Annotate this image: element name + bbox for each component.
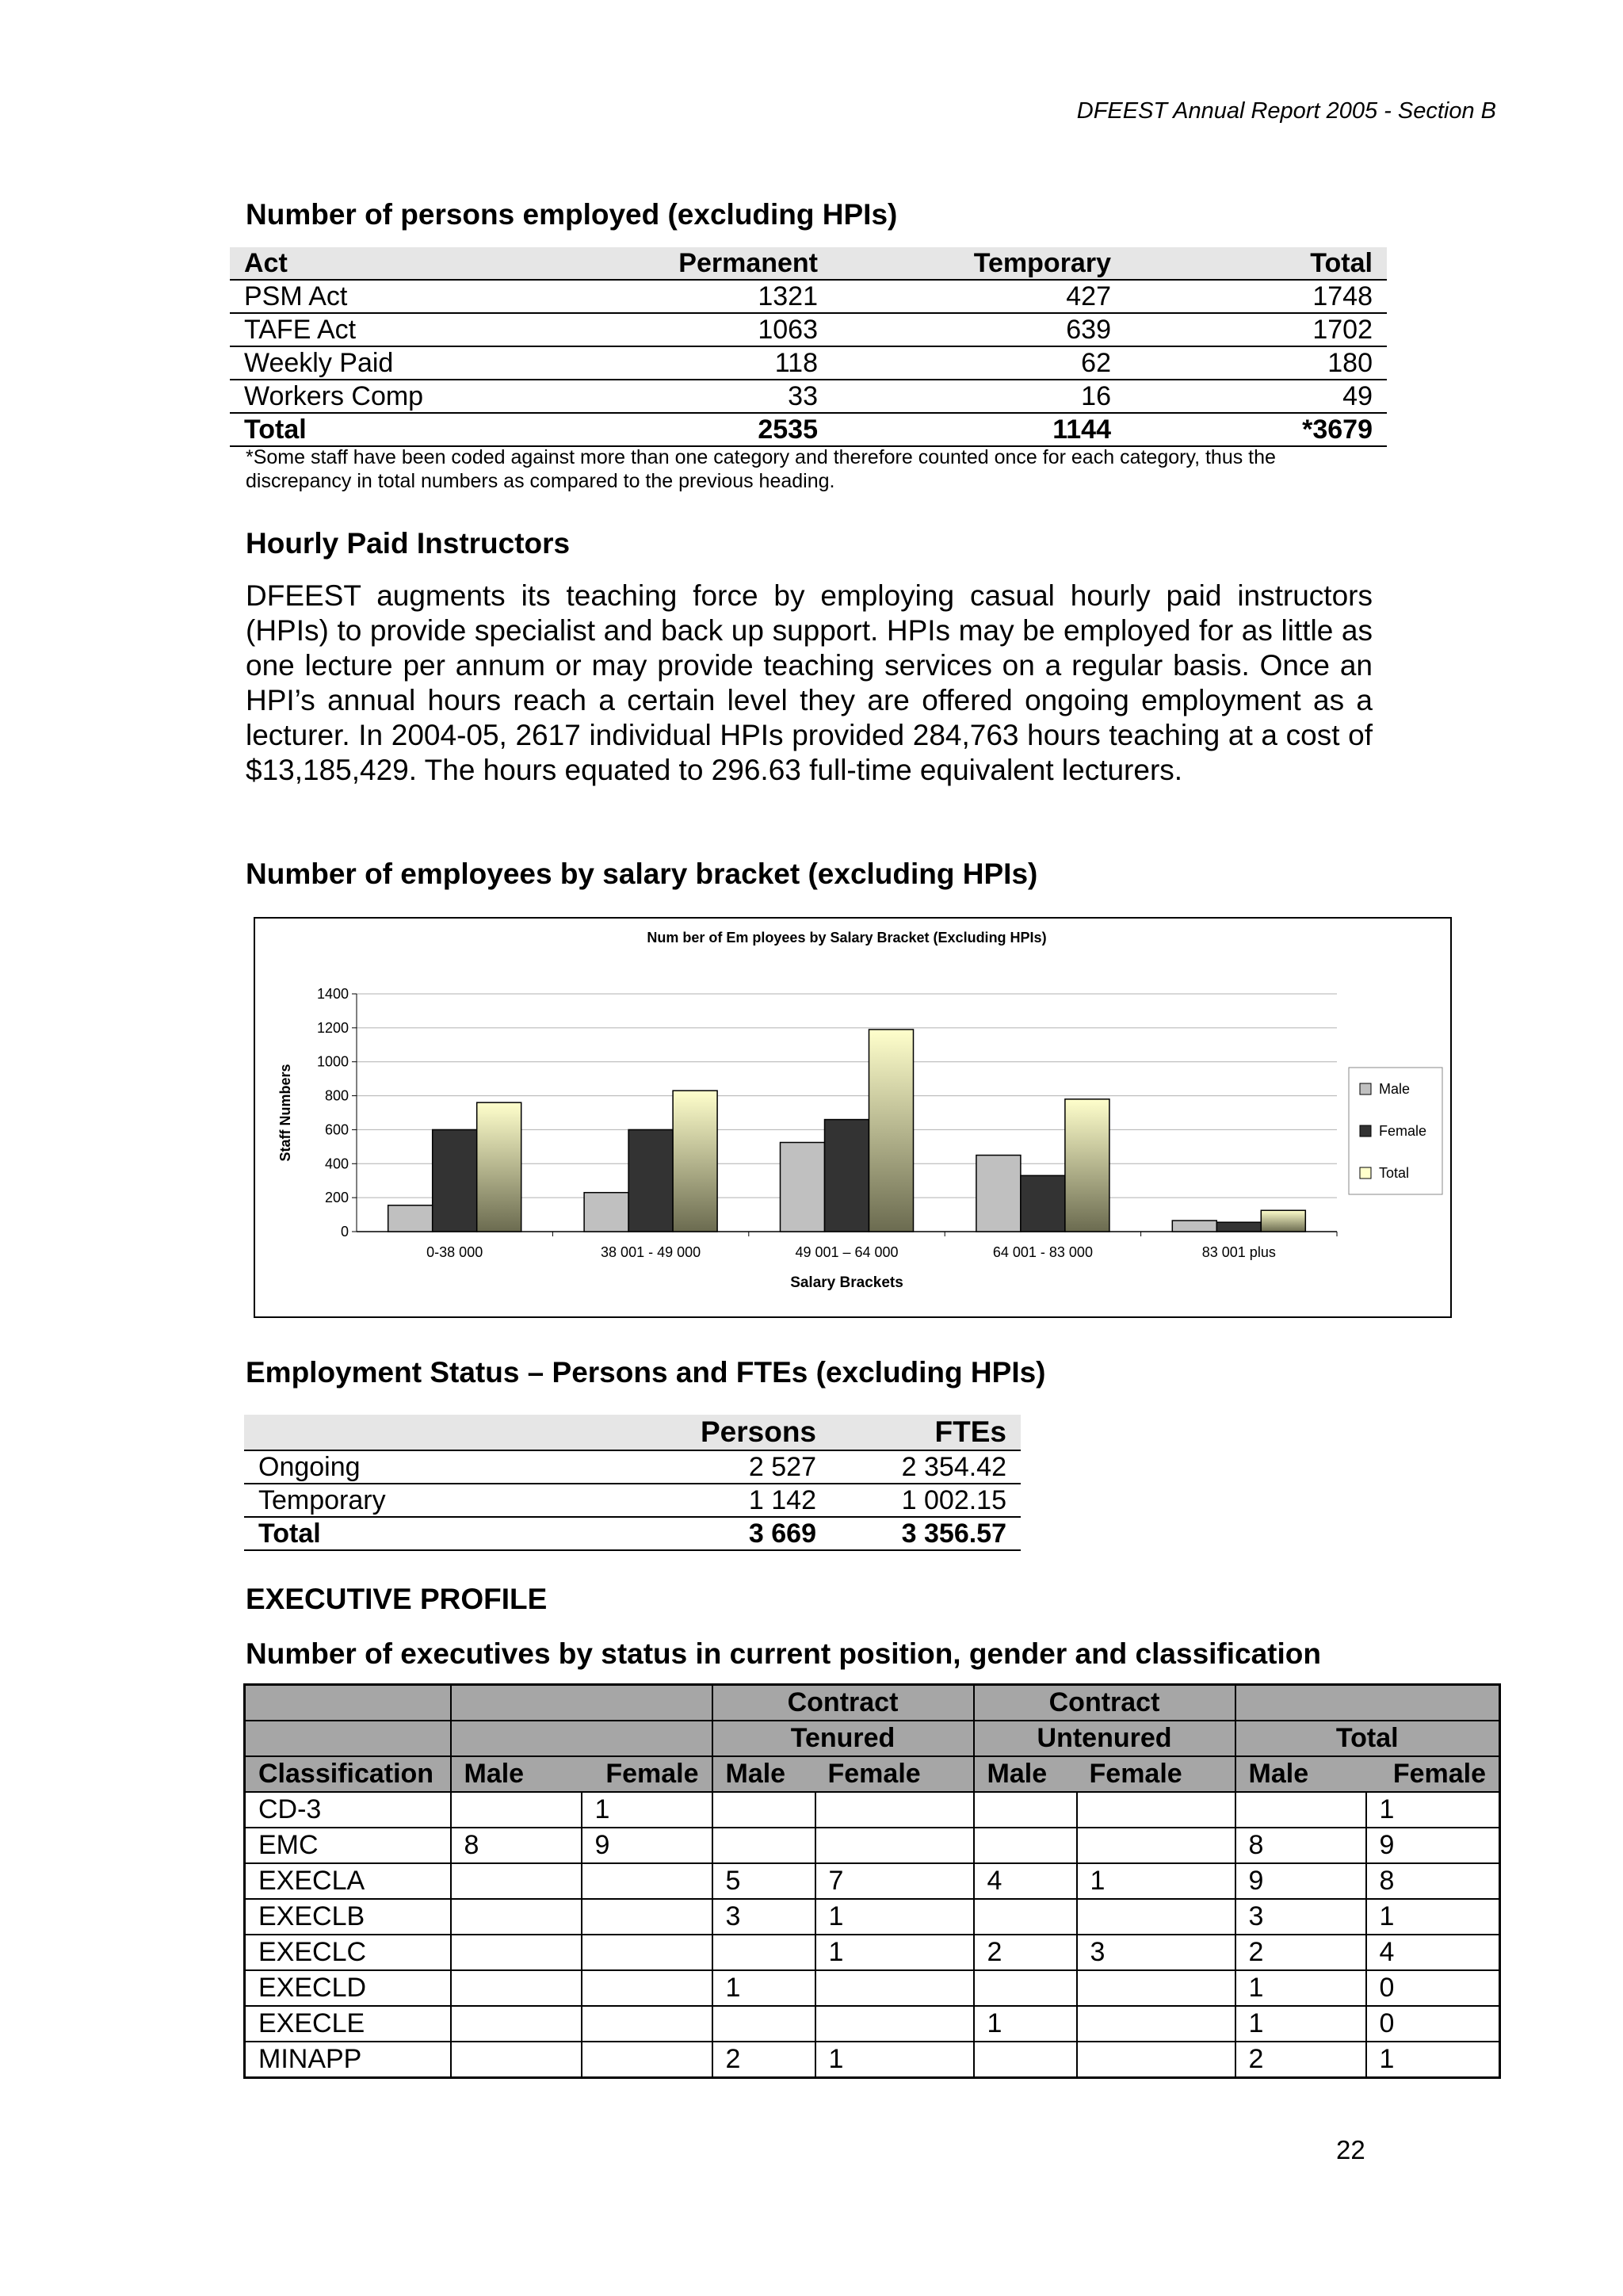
table-cell: 2 (974, 1935, 1077, 1970)
group-untenured: Untenured (974, 1721, 1235, 1756)
total-ftes: 3 356.57 (831, 1517, 1021, 1550)
table-cell: 118 (563, 346, 832, 380)
table-cell (1077, 1792, 1235, 1828)
table-cell: 0 (1366, 2006, 1500, 2042)
table-row (244, 1484, 1021, 1517)
table-cell: Temporary (244, 1484, 640, 1517)
table-cell (451, 1863, 582, 1899)
table-total-row (244, 1517, 1021, 1550)
table-cell (712, 1792, 815, 1828)
group-header-row-1 (245, 1685, 1500, 1721)
table-cell: PSM Act (230, 280, 563, 313)
table-cell: EXECLB (245, 1899, 451, 1935)
bar-male (1172, 1221, 1216, 1232)
table-cell: 1321 (563, 280, 832, 313)
table-cell: CD-3 (245, 1792, 451, 1828)
table-cell: 1 142 (640, 1484, 831, 1517)
bar-female (628, 1129, 673, 1232)
bar-male (976, 1156, 1021, 1232)
table-cell: 1063 (563, 313, 832, 346)
executive-profile-heading: EXECUTIVE PROFILE (246, 1583, 548, 1615)
total-label: Total (244, 1517, 640, 1550)
x-axis-label: Salary Brackets (790, 1274, 903, 1291)
table-cell: 4 (1366, 1935, 1500, 1970)
total-temporary: 1144 (832, 413, 1125, 446)
bar-female (1216, 1222, 1261, 1232)
table-cell: 33 (563, 380, 832, 413)
table-cell: 1 (1235, 2006, 1366, 2042)
table-row (245, 1935, 1500, 1970)
table-cell: 8 (451, 1828, 582, 1863)
col-persons: Persons (640, 1415, 831, 1450)
y-tick-label: 600 (324, 1121, 349, 1138)
salary-chart-svg (255, 919, 1450, 1316)
table-cell: 1 (974, 2006, 1077, 2042)
table-row (245, 1970, 1500, 2006)
table-cell: EXECLE (245, 2006, 451, 2042)
col-tenured-female: Female (815, 1756, 974, 1792)
table-cell: 8 (1235, 1828, 1366, 1863)
col-male: Male (451, 1756, 582, 1792)
table-cell: 1748 (1125, 280, 1387, 313)
col-tenured-male: Male (712, 1756, 815, 1792)
table-cell (451, 1970, 582, 2006)
table-row (230, 346, 1387, 380)
table-cell (1077, 1970, 1235, 2006)
y-tick-label: 200 (324, 1190, 349, 1206)
col-classification: Classification (245, 1756, 451, 1792)
table-cell (582, 2006, 712, 2042)
table-row (245, 2042, 1500, 2078)
table-cell (1235, 1792, 1366, 1828)
bar-male (781, 1143, 825, 1232)
total-label: Total (230, 413, 563, 446)
table-cell (451, 2006, 582, 2042)
y-tick-label: 400 (324, 1156, 349, 1172)
table-cell (815, 1792, 974, 1828)
table-row (244, 1450, 1021, 1484)
table-cell: EXECLD (245, 1970, 451, 2006)
bar-male (388, 1205, 433, 1232)
column-header-row (245, 1756, 1500, 1792)
legend-label-female: Female (1379, 1123, 1427, 1139)
table-cell: 639 (832, 313, 1125, 346)
page-number: 22 (1336, 2135, 1365, 2164)
table-cell (1077, 2042, 1235, 2078)
table-row (230, 280, 1387, 313)
y-axis-label: Staff Numbers (277, 1064, 293, 1162)
table-footnote: *Some staff have been coded against more than one category and therefore counted once for each category, thus the discrepancy in total numbers as compared to the previous heading. (246, 446, 1276, 492)
salary-heading: Number of employees by salary bracket (excluding HPIs) (246, 858, 1038, 890)
hpi-heading: Hourly Paid Instructors (246, 527, 571, 560)
executives-subheading: Number of executives by status in current position, gender and classification (246, 1637, 1321, 1670)
table-cell: 1 002.15 (831, 1484, 1021, 1517)
table-cell: 7 (815, 1863, 974, 1899)
table-row (245, 1863, 1500, 1899)
salary-chart (254, 917, 1452, 1318)
bar-total (673, 1091, 717, 1232)
legend-swatch-male (1360, 1083, 1371, 1095)
group-contract-1: Contract (712, 1685, 974, 1721)
hpi-paragraph: DFEEST augments its teaching force by employing casual hourly paid instructors (HPIs) to provide specialist and back up support. HPIs may be employed for as little as one lecture per annum or may provide teaching services on a regular basis. Once an HPI’s annual hours reach a certain level they are offered ongoing employment as a lecturer. In 2004-05, 2617 individual HPIs provided 284,763 hours teaching at a cost of $13,185,429. The hours equated to 296.63 full-time equivalent lecturers. (246, 579, 1373, 786)
table-cell (582, 1935, 712, 1970)
total-permanent: 2535 (563, 413, 832, 446)
employment-status-table (244, 1415, 1021, 1551)
bar-female (433, 1129, 477, 1232)
col-act: Act (230, 247, 563, 280)
table-cell (582, 1863, 712, 1899)
table-cell: 0 (1366, 1970, 1500, 2006)
report-header: DFEEST Annual Report 2005 - Section B (1076, 98, 1496, 124)
total-persons: 3 669 (640, 1517, 831, 1550)
x-tick-label: 0-38 000 (426, 1244, 483, 1260)
table-cell (1077, 2006, 1235, 2042)
table-cell: 62 (832, 346, 1125, 380)
employment-status-heading: Employment Status – Persons and FTEs (excluding HPIs) (246, 1356, 1046, 1389)
y-tick-label: 0 (340, 1224, 349, 1240)
table-cell: 180 (1125, 346, 1387, 380)
table-cell: 16 (832, 380, 1125, 413)
table-cell (712, 2006, 815, 2042)
table-cell (712, 1935, 815, 1970)
table-cell (974, 1828, 1077, 1863)
table-header-row (230, 247, 1387, 280)
table-cell: 8 (1366, 1863, 1500, 1899)
col-untenured-female: Female (1077, 1756, 1235, 1792)
table-cell: 2 354.42 (831, 1450, 1021, 1484)
table-cell (712, 1828, 815, 1863)
col-permanent: Permanent (563, 247, 832, 280)
table-cell: 4 (974, 1863, 1077, 1899)
group-header-row-2 (245, 1721, 1500, 1756)
x-tick-label: 49 001 – 64 000 (795, 1244, 899, 1260)
table-cell: 1 (712, 1970, 815, 2006)
bar-total (869, 1030, 914, 1232)
table-cell: 1 (815, 1899, 974, 1935)
x-tick-label: 38 001 - 49 000 (601, 1244, 701, 1260)
col-total-male: Male (1235, 1756, 1366, 1792)
chart-title: Num ber of Em ployees by Salary Bracket (Excluding HPIs) (647, 930, 1047, 946)
table-cell: 9 (582, 1828, 712, 1863)
table-cell: EXECLC (245, 1935, 451, 1970)
table-cell: MINAPP (245, 2042, 451, 2078)
table-cell (815, 1828, 974, 1863)
table-cell: 2 (1235, 2042, 1366, 2078)
bar-total (477, 1102, 521, 1232)
table-cell: 5 (712, 1863, 815, 1899)
col-blank (244, 1415, 640, 1450)
table-cell (1077, 1899, 1235, 1935)
table-cell: Weekly Paid (230, 346, 563, 380)
legend-swatch-female (1360, 1125, 1371, 1137)
table-cell (582, 1970, 712, 2006)
table-cell: 3 (712, 1899, 815, 1935)
y-tick-label: 1400 (316, 986, 349, 1002)
group-contract-2: Contract (974, 1685, 1235, 1721)
total-total: *3679 (1125, 413, 1387, 446)
table-cell: 2 (1235, 1935, 1366, 1970)
table-total-row (230, 413, 1387, 446)
col-ftes: FTEs (831, 1415, 1021, 1450)
table-cell (582, 2042, 712, 2078)
table-cell (815, 2006, 974, 2042)
col-temporary: Temporary (832, 247, 1125, 280)
table-row (245, 1828, 1500, 1863)
bar-total (1261, 1210, 1305, 1232)
table-cell: 1 (1366, 1792, 1500, 1828)
bar-total (1065, 1099, 1109, 1232)
legend-swatch-total (1360, 1167, 1371, 1179)
x-tick-label: 83 001 plus (1201, 1244, 1276, 1260)
table-cell (582, 1899, 712, 1935)
table-row (245, 2006, 1500, 2042)
group-tenured: Tenured (712, 1721, 974, 1756)
y-tick-label: 1200 (316, 1019, 349, 1036)
table-cell: Ongoing (244, 1450, 640, 1484)
table-cell: 1 (1077, 1863, 1235, 1899)
table-cell (974, 1899, 1077, 1935)
table-cell (451, 2042, 582, 2078)
table-cell: 9 (1366, 1828, 1500, 1863)
table-cell (815, 1970, 974, 2006)
table-cell: 3 (1077, 1935, 1235, 1970)
table-cell: Workers Comp (230, 380, 563, 413)
persons-employed-table (230, 247, 1387, 447)
table-header-row (244, 1415, 1021, 1450)
table-cell: 9 (1235, 1863, 1366, 1899)
group-total: Total (1235, 1721, 1500, 1756)
table-cell: 1 (815, 2042, 974, 2078)
legend-label-total: Total (1379, 1165, 1410, 1181)
table-cell: 427 (832, 280, 1125, 313)
table-cell: 2 (712, 2042, 815, 2078)
y-tick-label: 1000 (316, 1053, 349, 1070)
executives-table (243, 1683, 1501, 2079)
table-cell (974, 1970, 1077, 2006)
table-cell (451, 1792, 582, 1828)
employed-heading: Number of persons employed (excluding HPIs) (246, 198, 898, 231)
table-cell: 49 (1125, 380, 1387, 413)
table-row (230, 313, 1387, 346)
col-untenured-male: Male (974, 1756, 1077, 1792)
col-total-female: Female (1366, 1756, 1500, 1792)
legend-label-male: Male (1379, 1081, 1411, 1097)
bar-male (584, 1193, 628, 1232)
table-cell: 2 527 (640, 1450, 831, 1484)
table-cell: EXECLA (245, 1863, 451, 1899)
table-cell: 1 (1366, 2042, 1500, 2078)
table-cell: 1 (1235, 1970, 1366, 2006)
table-row (245, 1792, 1500, 1828)
table-row (230, 380, 1387, 413)
table-cell: TAFE Act (230, 313, 563, 346)
col-female: Female (582, 1756, 712, 1792)
table-cell: 1 (1366, 1899, 1500, 1935)
table-row (245, 1899, 1500, 1935)
col-total: Total (1125, 247, 1387, 280)
table-cell (1077, 1828, 1235, 1863)
table-cell (974, 1792, 1077, 1828)
table-cell: 3 (1235, 1899, 1366, 1935)
bar-female (1021, 1175, 1065, 1232)
table-cell: 1 (815, 1935, 974, 1970)
x-tick-label: 64 001 - 83 000 (992, 1244, 1093, 1260)
table-cell: 1 (582, 1792, 712, 1828)
table-cell: 1702 (1125, 313, 1387, 346)
bar-female (825, 1120, 869, 1232)
table-cell (451, 1899, 582, 1935)
table-cell (974, 2042, 1077, 2078)
y-tick-label: 800 (324, 1087, 349, 1104)
table-cell: EMC (245, 1828, 451, 1863)
table-cell (451, 1935, 582, 1970)
